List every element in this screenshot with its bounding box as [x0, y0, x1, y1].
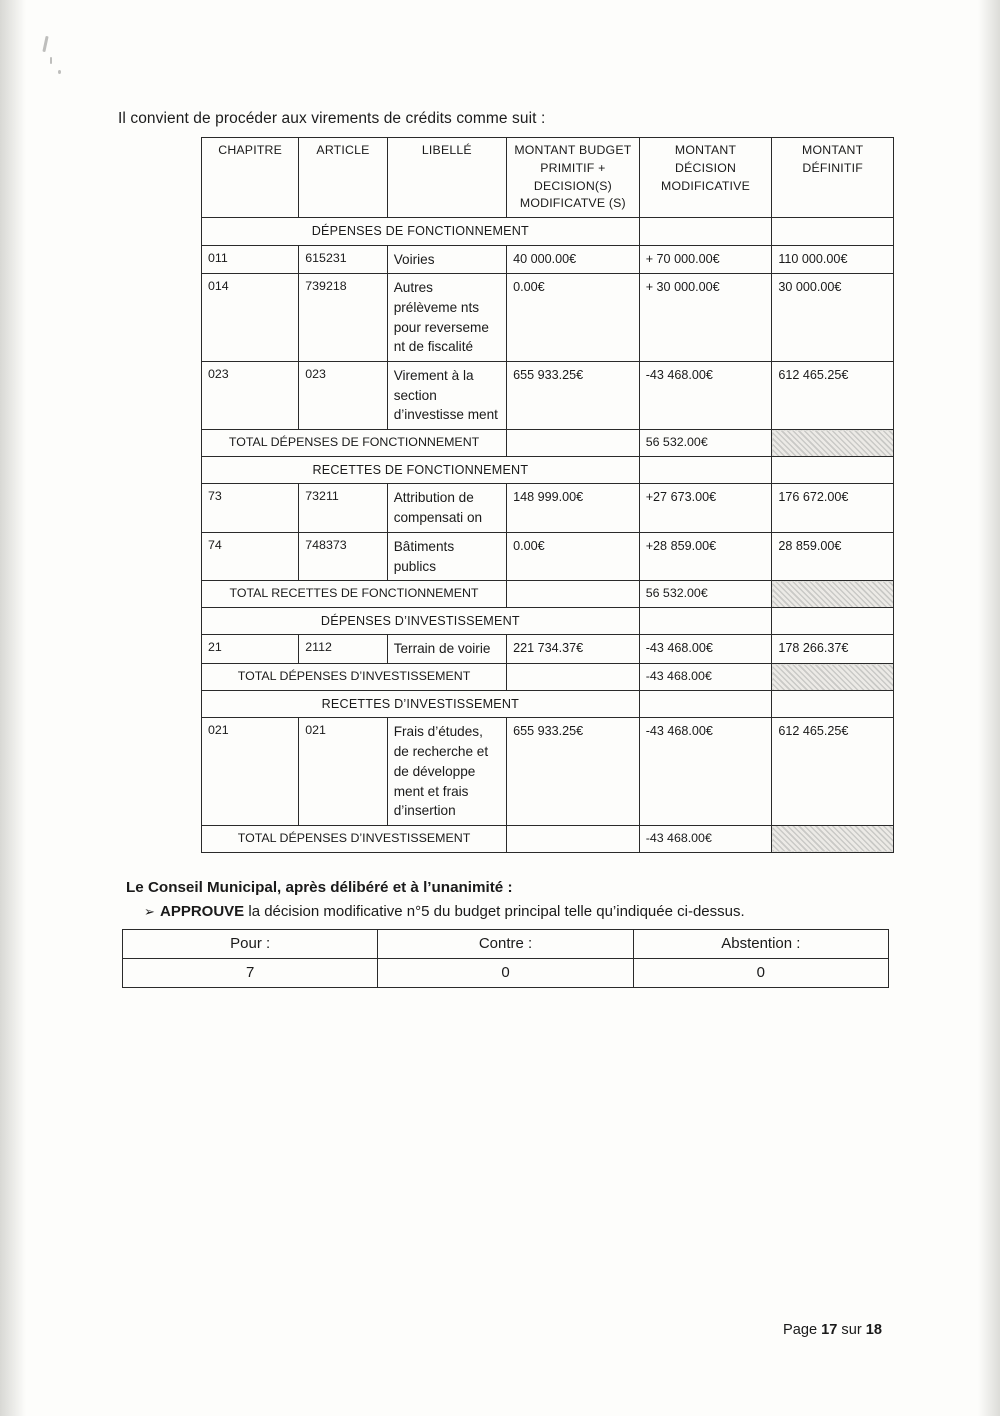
section-title-row	[202, 218, 894, 245]
total-label: TOTAL RECETTES DE FONCTIONNEMENT	[202, 581, 507, 608]
cell-chapitre: 011	[202, 245, 299, 274]
cell-libelle: Frais d’études, de recherche et de développe ment et frais d’insertion	[387, 718, 506, 826]
column-header-libelle: LIBELLÉ	[387, 138, 506, 218]
vote-value-pour: 7	[123, 958, 378, 987]
cell-primitif: 0.00€	[507, 274, 640, 362]
table-row	[202, 274, 894, 362]
vote-label-abstention: Abstention :	[633, 929, 888, 958]
table-row	[202, 484, 894, 532]
total-blocked-cell	[772, 430, 894, 457]
section-title: RECETTES D’INVESTISSEMENT	[202, 691, 640, 718]
table-row	[202, 635, 894, 664]
cell-libelle: Voiries	[387, 245, 506, 274]
total-blocked-cell	[772, 581, 894, 608]
cell-decision: -43 468.00€	[639, 635, 772, 664]
total-row	[202, 430, 894, 457]
cell-article: 615231	[299, 245, 387, 274]
cell-chapitre: 21	[202, 635, 299, 664]
cell-definitif: 612 465.25€	[772, 718, 894, 826]
cell-chapitre: 014	[202, 274, 299, 362]
document-body	[118, 110, 898, 988]
column-header-article: ARTICLE	[299, 138, 387, 218]
cell-definitif: 30 000.00€	[772, 274, 894, 362]
total-spacer	[507, 825, 640, 852]
cell-article: 748373	[299, 532, 387, 580]
cell-primitif: 655 933.25€	[507, 718, 640, 826]
table-row	[202, 718, 894, 826]
section-spacer	[639, 691, 772, 718]
cell-decision: -43 468.00€	[639, 718, 772, 826]
column-header-montant-budget-primitif: MONTANT BUDGET PRIMITIF + DECISION(S) MODIFICATVE (S)	[507, 138, 640, 218]
cell-decision: +27 673.00€	[639, 484, 772, 532]
section-title-row	[202, 608, 894, 635]
cell-libelle: Attribution de compensati on	[387, 484, 506, 532]
scan-artifact	[42, 36, 48, 52]
vote-label-contre: Contre :	[378, 929, 633, 958]
table-header-row	[202, 138, 894, 218]
cell-primitif: 221 734.37€	[507, 635, 640, 664]
section-spacer	[772, 691, 894, 718]
section-spacer	[772, 608, 894, 635]
cell-decision: +28 859.00€	[639, 532, 772, 580]
cell-definitif: 176 672.00€	[772, 484, 894, 532]
cell-definitif: 612 465.25€	[772, 362, 894, 430]
total-spacer	[507, 430, 640, 457]
total-row	[202, 664, 894, 691]
cell-definitif: 178 266.37€	[772, 635, 894, 664]
section-title: RECETTES DE FONCTIONNEMENT	[202, 457, 640, 484]
table-row	[202, 362, 894, 430]
section-title-row	[202, 691, 894, 718]
cell-libelle: Autres prélèveme nts pour reverseme nt de fiscalité	[387, 274, 506, 362]
section-spacer	[772, 218, 894, 245]
cell-chapitre: 73	[202, 484, 299, 532]
scan-artifact	[50, 57, 52, 64]
cell-article: 021	[299, 718, 387, 826]
cell-primitif: 0.00€	[507, 532, 640, 580]
cell-article: 023	[299, 362, 387, 430]
vote-table	[122, 929, 889, 988]
section-title-row	[202, 457, 894, 484]
cell-libelle: Bâtiments publics	[387, 532, 506, 580]
total-value: -43 468.00€	[639, 825, 772, 852]
section-title: DÉPENSES DE FONCTIONNEMENT	[202, 218, 640, 245]
cell-chapitre: 74	[202, 532, 299, 580]
approve-line	[144, 902, 898, 920]
cell-primitif: 655 933.25€	[507, 362, 640, 430]
resolution-block	[118, 879, 898, 988]
vote-label-pour: Pour :	[123, 929, 378, 958]
vote-value-abstention: 0	[633, 958, 888, 987]
approve-keyword: APPROUVE	[160, 902, 245, 920]
total-blocked-cell	[772, 664, 894, 691]
footer-current-page: 17	[821, 1322, 838, 1338]
section-spacer	[772, 457, 894, 484]
cell-decision: + 70 000.00€	[639, 245, 772, 274]
cell-article: 73211	[299, 484, 387, 532]
vote-value-row	[123, 958, 889, 987]
cell-primitif: 40 000.00€	[507, 245, 640, 274]
cell-decision: -43 468.00€	[639, 362, 772, 430]
total-spacer	[507, 664, 640, 691]
total-label: TOTAL DÉPENSES D’INVESTISSEMENT	[202, 825, 507, 852]
scan-artifact	[58, 70, 61, 74]
total-row	[202, 825, 894, 852]
column-header-montant-decision-modificative: MONTANT DÉCISION MODIFICATIVE	[639, 138, 772, 218]
section-title: DÉPENSES D’INVESTISSEMENT	[202, 608, 640, 635]
cell-chapitre: 021	[202, 718, 299, 826]
intro-text: Il convient de procéder aux virements de crédits comme suit :	[118, 110, 546, 127]
conseil-municipal-line: Le Conseil Municipal, après délibéré et à l’unanimité :	[126, 878, 513, 896]
cell-article: 739218	[299, 274, 387, 362]
column-header-montant-definitif: MONTANT DÉFINITIF	[772, 138, 894, 218]
vote-label-row	[123, 929, 889, 958]
total-spacer	[507, 581, 640, 608]
cell-libelle: Virement à la section d’investisse ment	[387, 362, 506, 430]
total-label: TOTAL DÉPENSES DE FONCTIONNEMENT	[202, 430, 507, 457]
total-label: TOTAL DÉPENSES D’INVESTISSEMENT	[202, 664, 507, 691]
section-spacer	[639, 457, 772, 484]
cell-definitif: 110 000.00€	[772, 245, 894, 274]
cell-chapitre: 023	[202, 362, 299, 430]
cell-decision: + 30 000.00€	[639, 274, 772, 362]
credit-transfer-table	[201, 137, 894, 853]
bullet-arrow-icon: ➢	[144, 903, 155, 919]
cell-primitif: 148 999.00€	[507, 484, 640, 532]
approve-text: la décision modificative n°5 du budget principal telle qu’indiquée ci-dessus.	[244, 902, 745, 920]
cell-libelle: Terrain de voirie	[387, 635, 506, 664]
table-row	[202, 532, 894, 580]
footer-total-pages: 18	[865, 1322, 882, 1338]
column-header-chapitre: CHAPITRE	[202, 138, 299, 218]
cell-article: 2112	[299, 635, 387, 664]
total-row	[202, 581, 894, 608]
total-value: 56 532.00€	[639, 581, 772, 608]
total-blocked-cell	[772, 825, 894, 852]
page-footer	[783, 1322, 882, 1338]
total-value: 56 532.00€	[639, 430, 772, 457]
total-value: -43 468.00€	[639, 664, 772, 691]
table-row	[202, 245, 894, 274]
footer-middle: sur	[837, 1322, 866, 1338]
section-spacer	[639, 608, 772, 635]
footer-prefix: Page	[783, 1322, 822, 1338]
vote-value-contre: 0	[378, 958, 633, 987]
cell-definitif: 28 859.00€	[772, 532, 894, 580]
section-spacer	[639, 218, 772, 245]
